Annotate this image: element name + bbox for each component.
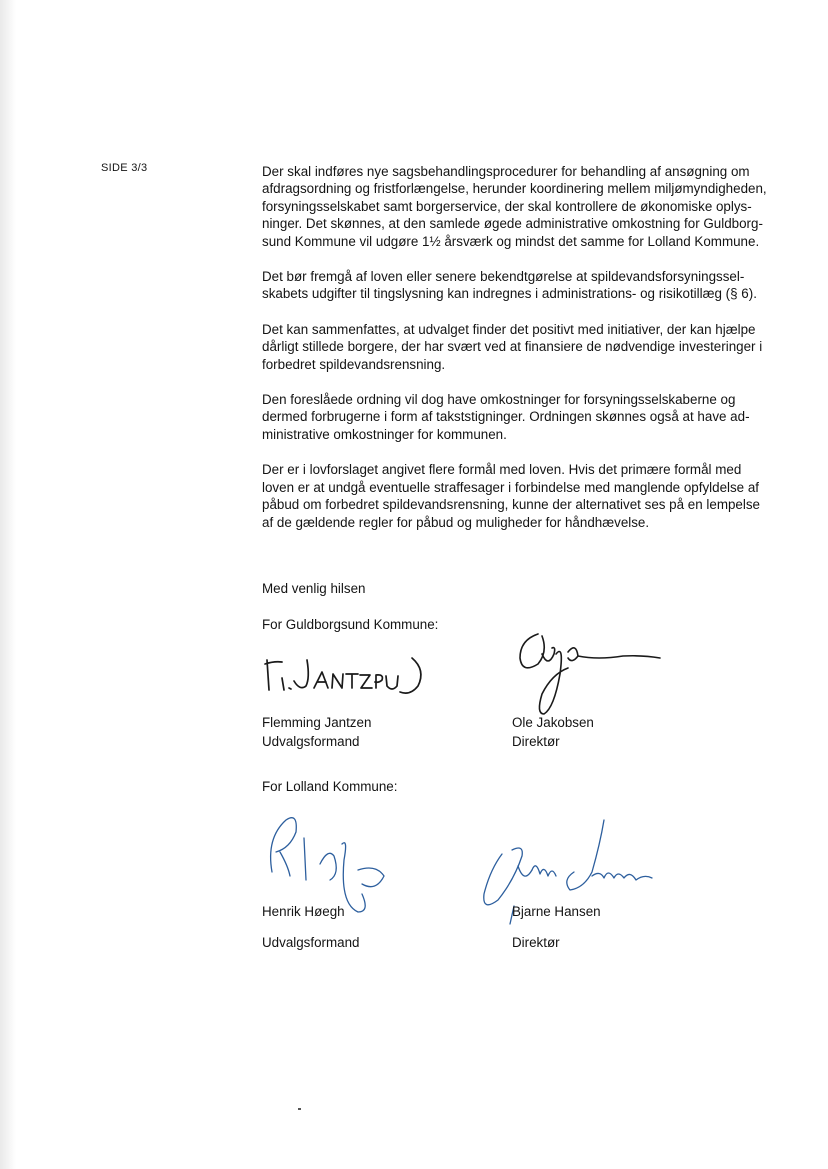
signer-title: Direktør	[512, 734, 560, 749]
text-line: Det kan sammenfattes, at udvalget finder det positivt med initiativer, der kan hjælpe	[262, 321, 756, 337]
signature-jakobsen	[508, 624, 668, 718]
signer-hoegh-title	[262, 933, 360, 952]
text-line: Den foreslåede ordning vil dog have omkostninger for forsyningsselskaberne og	[262, 392, 736, 408]
text-line: afdragsordning og fristforlængelse, herunder koordinering mellem miljømyndigheden,	[262, 181, 767, 197]
signer-jantzen	[262, 713, 371, 751]
signer-hoegh	[262, 902, 345, 921]
text-line: Det bør fremgå af loven eller senere bekendtgørelse at spildevandsforsyningssel-	[262, 269, 745, 285]
paragraph-tinglysning	[262, 268, 768, 303]
signer-title: Direktør	[512, 935, 560, 950]
signer-hansen-title	[512, 933, 560, 952]
lolland-heading: For Lolland Kommune:	[262, 779, 398, 794]
text-line: af de gældende regler for påbud og muligheder for håndhævelse.	[262, 514, 650, 530]
scan-edge-shadow	[0, 0, 16, 1169]
paragraph-procedures	[262, 163, 768, 250]
signer-name: Bjarne Hansen	[512, 904, 601, 919]
signer-title: Udvalgsformand	[262, 734, 360, 749]
text-line: dermed forbrugerne i form af takststigninger. Ordningen skønnes også at have ad-	[262, 409, 750, 425]
text-line: skabets udgifter til tingslysning kan indregnes i administrations- og risikotillæg (§ 6).	[262, 286, 757, 302]
paragraph-purposes	[262, 461, 768, 531]
letter-body	[262, 163, 768, 549]
text-line: ninger. Det skønnes, at den samlede øgede administrative omkostning for Guldborg-	[262, 216, 763, 232]
signer-jakobsen	[512, 713, 594, 751]
text-line: påbud om forbedret spildevandsrensning, kunne der alternativet ses på en lempelse	[262, 497, 760, 513]
page-number: SIDE 3/3	[101, 162, 148, 174]
closing-greeting: Med venlig hilsen	[262, 581, 366, 596]
text-line: loven er at undgå eventuelle straffesager i forbindelse med manglende opfyldelse af	[262, 479, 760, 495]
signer-title: Udvalgsformand	[262, 935, 360, 950]
signature-jantzen	[262, 648, 432, 698]
signer-name: Flemming Jantzen	[262, 715, 372, 730]
text-line: forbedret spildevandsrensning.	[262, 356, 446, 372]
signer-hansen	[512, 902, 601, 921]
paragraph-summary	[262, 321, 768, 373]
text-line: Der skal indføres nye sagsbehandlingsprocedurer for behandling af ansøgning om	[262, 164, 750, 179]
text-line: dårligt stillede borgere, der har svært ved at finansiere de nødvendige investeringer i	[262, 339, 763, 355]
paragraph-costs	[262, 391, 768, 443]
signer-name: Henrik Høegh	[262, 904, 345, 919]
text-line: forsyningsselskabet samt borgerservice, der skal kontrollere de økonomiske oplys-	[262, 198, 752, 214]
text-line: sund Kommune vil udgøre 1½ årsværk og mindst det samme for Lolland Kommune.	[262, 233, 760, 249]
text-line: Der er i lovforslaget angivet flere formål med loven. Hvis det primære formål med	[262, 462, 742, 478]
guldborgsund-heading: For Guldborgsund Kommune:	[262, 617, 439, 632]
signer-name: Ole Jakobsen	[512, 715, 594, 730]
scan-speck	[298, 1108, 301, 1110]
text-line: ministrative omkostninger for kommunen.	[262, 426, 507, 442]
